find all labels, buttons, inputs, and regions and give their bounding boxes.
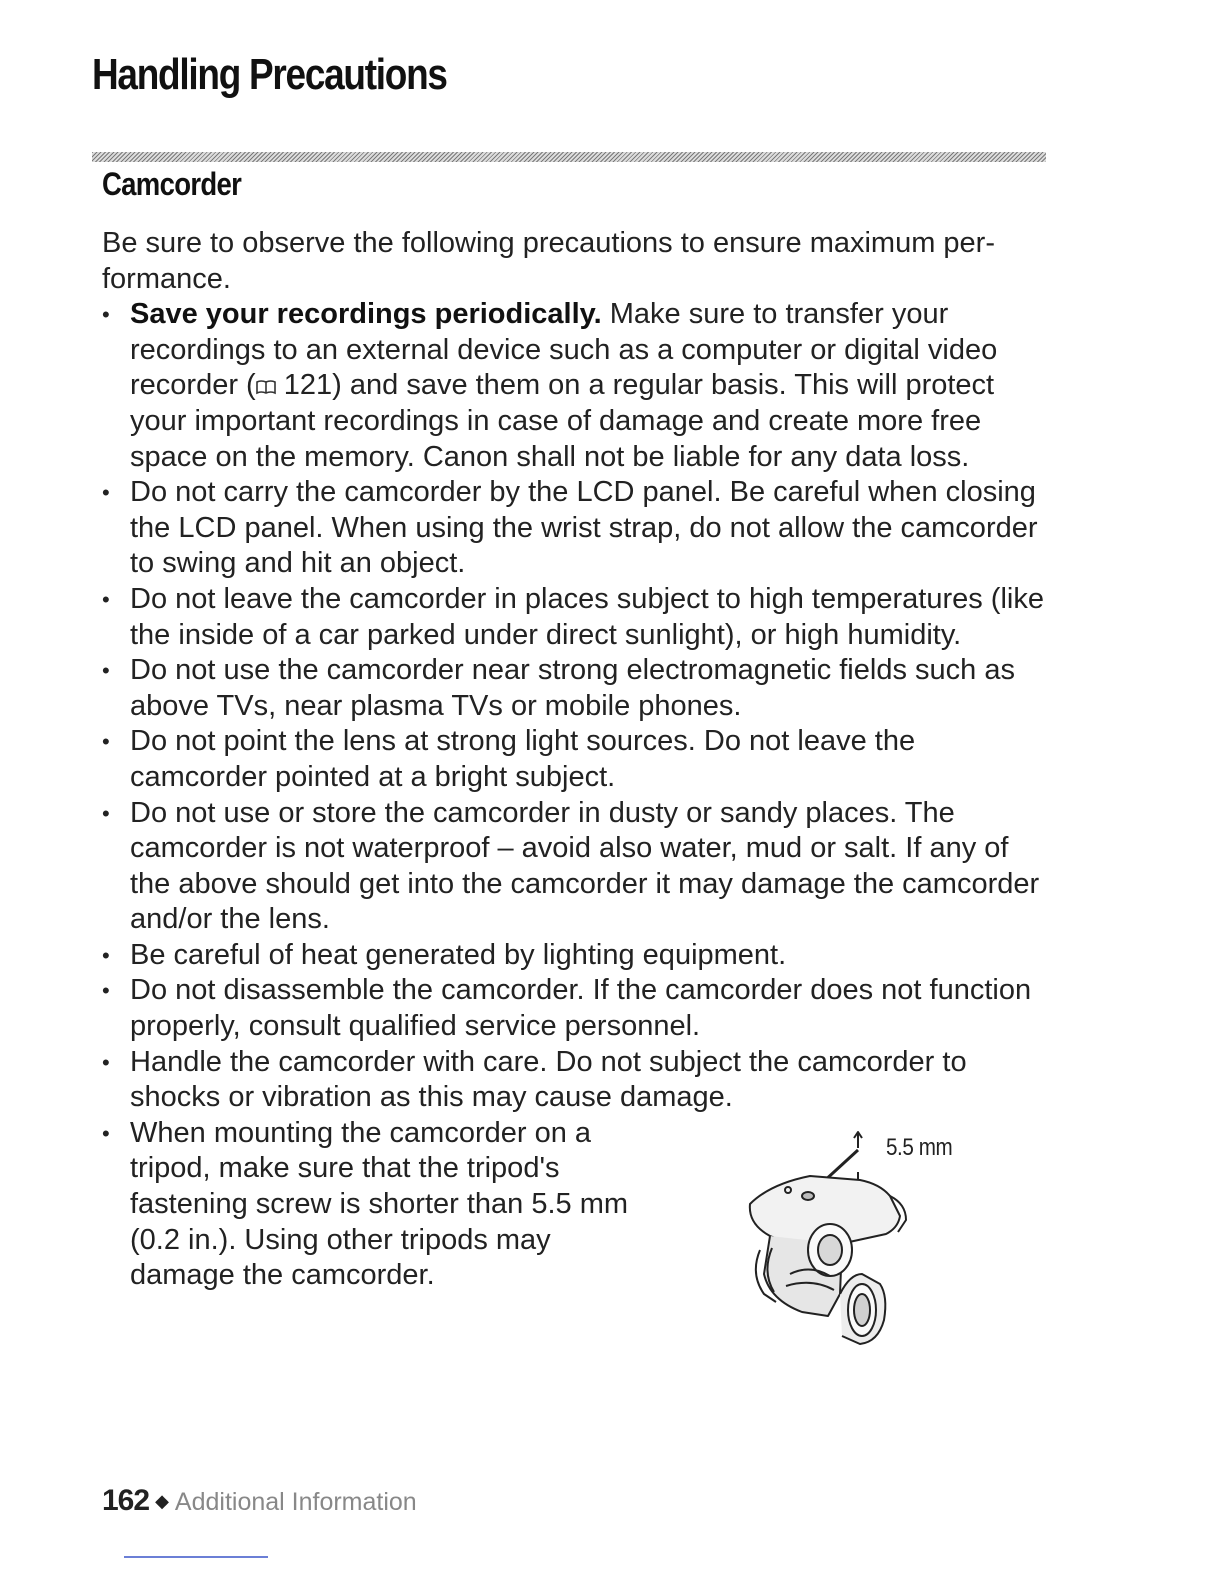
item-text: Do not use the camcorder near strong electromagnetic fields such as above TVs, near plasma TVs or mobile phones. (130, 654, 1015, 722)
item-text: Do not leave the camcorder in places subject to high temperatures (like the inside of a car parked under direct sunlight), or high humidity. (130, 582, 1044, 651)
item-text: Make sure to transfer your recordings to an external device such as a computer or digital video recorder ( (130, 298, 998, 402)
bullet-icon: • (102, 1120, 110, 1146)
bullet-icon: • (102, 729, 110, 755)
item-text: Do not point the lens at strong light sources. Do not leave the camcorder pointed at a bright subject. (130, 725, 916, 793)
list-item (102, 582, 1052, 653)
bullet-icon: • (102, 586, 110, 612)
bullet-icon: • (102, 480, 110, 506)
dimension-label: 5.5 mm (886, 1134, 953, 1161)
item-text: ) and save them on a regular basis. This will protect your important recordings in case of damage and create more free space on the memory. Canon shall not be liable for any data loss. (130, 369, 995, 473)
item-text: Handle the camcorder with care. Do not subject the camcorder to shocks or vibration as this may cause damage. (130, 1045, 967, 1114)
list-item (102, 1045, 1052, 1116)
item-text: When mounting the camcorder on a tripod, make sure that the tripod's fastening screw is shorter than 5.5 mm (0.2 in.). Using other tripods may damage the camcorder. (130, 1116, 629, 1292)
list-item (102, 938, 1052, 974)
bullet-icon: • (102, 978, 110, 1004)
intro-paragraph: Be sure to observe the following precautions to ensure maximum per-formance. (102, 227, 995, 295)
list-item (102, 475, 1052, 582)
page-reference: 121 (275, 369, 333, 402)
book-icon (256, 379, 276, 395)
page-footer (102, 1484, 417, 1518)
bullet-icon: • (102, 302, 110, 328)
item-text: Do not use or store the camcorder in dusty or sandy places. The camcorder is not waterproof – avoid also water, mud or salt. If any of the above should get into the camcorder it may damage the camcorder and/or the lens. (130, 796, 1040, 936)
bottom-rule (124, 1556, 268, 1558)
list-item (102, 1116, 650, 1294)
item-text: Do not carry the camcorder by the LCD panel. Be careful when closing the LCD panel. When using the wrist strap, do not allow the camcorder to swing and hit an object. (130, 476, 1038, 580)
page-number: 162 (102, 1484, 150, 1517)
footer-section-title: Additional Information (174, 1488, 417, 1516)
diamond-separator-icon: ◆ (155, 1491, 169, 1511)
section-divider (92, 152, 1046, 162)
list-item (102, 297, 1052, 475)
bullet-icon: • (102, 658, 110, 684)
bullet-icon: • (102, 800, 110, 826)
bullet-icon: • (102, 1049, 110, 1075)
list-item (102, 653, 1052, 724)
bullet-icon: • (102, 942, 110, 968)
list-item (102, 796, 1052, 938)
bold-lead-text: Save your recordings periodically. (130, 298, 602, 331)
page-title: Handling Precautions (92, 50, 447, 99)
list-item (102, 973, 1052, 1044)
item-text: Do not disassemble the camcorder. If the camcorder does not function properly, consult qualified service personnel. (130, 974, 1032, 1043)
section-heading: Camcorder (102, 166, 242, 202)
item-text: Be careful of heat generated by lighting equipment. (130, 938, 787, 971)
list-item (102, 724, 1052, 795)
